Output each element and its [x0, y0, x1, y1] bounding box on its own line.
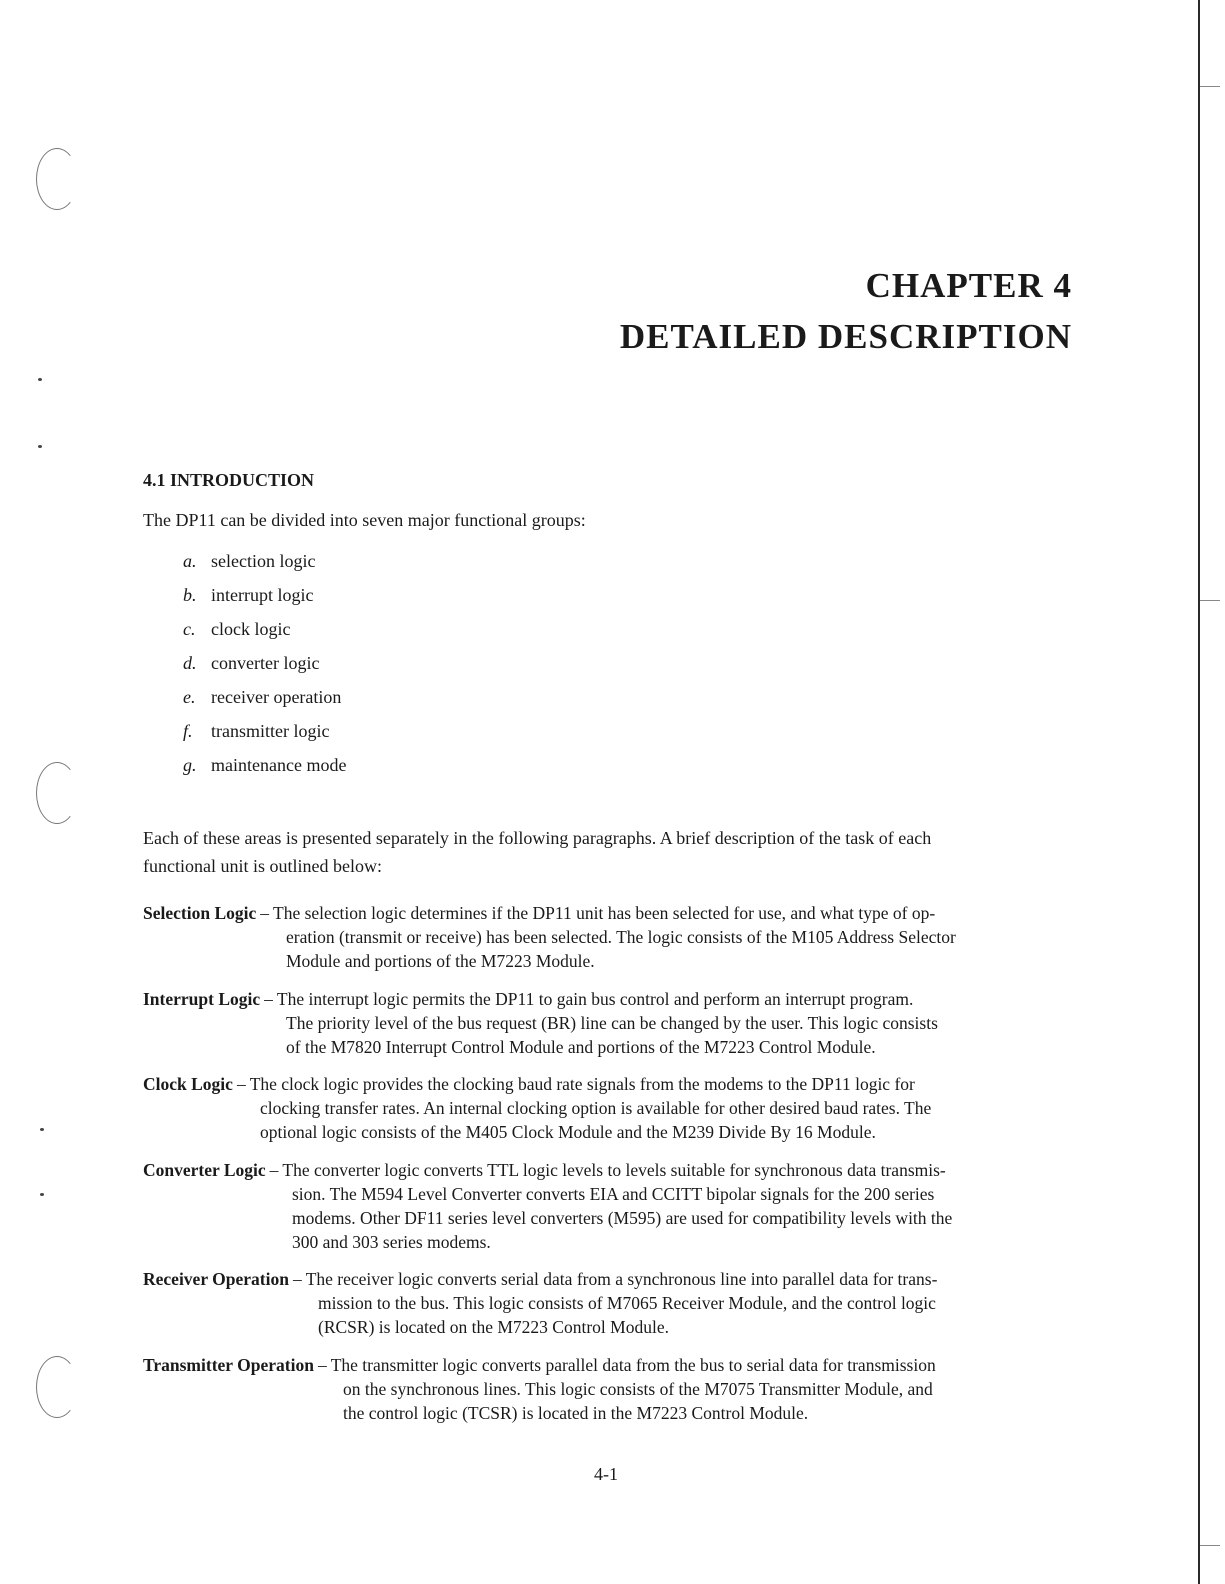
unit-text: clocking transfer rates. An internal clocking option is available for other desired baud rates. The: [260, 1098, 932, 1118]
unit-description: [143, 987, 1063, 1059]
list-marker: c.: [183, 619, 196, 639]
unit-term: Interrupt Logic: [143, 989, 261, 1009]
overview-line: functional unit is outlined below:: [143, 856, 382, 876]
chapter-number: CHAPTER 4: [865, 266, 1072, 305]
edge-tick: [1200, 600, 1220, 601]
unit-text: The clock logic provides the clocking baud rate signals from the modems to the DP11 logic for: [249, 1074, 915, 1094]
unit-text: The receiver logic converts serial data from a synchronous line into parallel data for trans-: [305, 1269, 938, 1289]
unit-description: [143, 1267, 1063, 1339]
list-item: [183, 650, 346, 684]
unit-text: on the synchronous lines. This logic consists of the M7075 Transmitter Module, and: [343, 1379, 933, 1399]
unit-text: The interrupt logic permits the DP11 to gain bus control and perform an interrupt program.: [276, 989, 914, 1009]
unit-term: Receiver Operation: [143, 1269, 289, 1289]
unit-term: Converter Logic: [143, 1160, 266, 1180]
unit-text: optional logic consists of the M405 Clock Module and the M239 Divide By 16 Module.: [260, 1122, 876, 1142]
overview-line: Each of these areas is presented separately in the following paragraphs. A brief description of the task of each: [143, 828, 932, 848]
intro-paragraph: The DP11 can be divided into seven major functional groups:: [143, 510, 586, 530]
unit-text: sion. The M594 Level Converter converts EIA and CCITT bipolar signals for the 200 series: [292, 1184, 935, 1204]
punch-hole-mark: [36, 1356, 78, 1418]
list-marker: f.: [183, 721, 193, 741]
list-marker: g.: [183, 755, 197, 775]
overview-paragraph: [143, 824, 1043, 880]
list-item-text: maintenance mode: [211, 755, 347, 775]
unit-description: [143, 901, 1063, 973]
list-marker: a.: [183, 551, 197, 571]
unit-description: [143, 1353, 1063, 1425]
unit-term: Clock Logic: [143, 1074, 233, 1094]
em-dash: –: [292, 1269, 302, 1289]
list-item: [183, 616, 346, 650]
unit-text: the control logic (TCSR) is located in the M7223 Control Module.: [343, 1403, 809, 1423]
scan-speck: [40, 1193, 44, 1196]
unit-description: [143, 1158, 1063, 1254]
page-edge-line: [1198, 0, 1200, 1584]
unit-text: Module and portions of the M7223 Module.: [286, 951, 595, 971]
chapter-title: DETAILED DESCRIPTION: [619, 317, 1072, 356]
unit-text: 300 and 303 series modems.: [292, 1232, 491, 1252]
list-item-text: interrupt logic: [211, 585, 314, 605]
list-item: [183, 582, 346, 616]
em-dash: –: [317, 1355, 327, 1375]
list-item: [183, 752, 346, 786]
unit-text: mission to the bus. This logic consists of M7065 Receiver Module, and the control logic: [318, 1293, 936, 1313]
em-dash: –: [260, 903, 269, 923]
list-item: [183, 718, 346, 752]
list-marker: b.: [183, 585, 197, 605]
em-dash: –: [236, 1074, 246, 1094]
section-heading: 4.1 INTRODUCTION: [143, 470, 315, 490]
unit-text: of the M7820 Interrupt Control Module and portions of the M7223 Control Module.: [286, 1037, 876, 1057]
edge-tick: [1200, 86, 1220, 87]
unit-text: (RCSR) is located on the M7223 Control Module.: [318, 1317, 669, 1337]
unit-term: Selection Logic: [143, 903, 257, 923]
list-item-text: converter logic: [211, 653, 320, 673]
punch-hole-mark: [36, 762, 78, 824]
scan-speck: [38, 445, 42, 448]
em-dash: –: [269, 1160, 279, 1180]
punch-hole-mark: [36, 148, 78, 210]
scan-speck: [38, 378, 42, 381]
list-item-text: receiver operation: [211, 687, 342, 707]
list-marker: d.: [183, 653, 197, 673]
functional-groups-list: [183, 548, 346, 786]
unit-description: [143, 1072, 1063, 1144]
page-number: 4-1: [594, 1464, 618, 1484]
unit-text: The converter logic converts TTL logic levels to levels suitable for synchronous data transmis-: [282, 1160, 946, 1180]
unit-text: The priority level of the bus request (BR) line can be changed by the user. This logic consists: [286, 1013, 938, 1033]
list-item: [183, 548, 346, 582]
unit-text: modems. Other DF11 series level converters (M595) are used for compatibility levels with the: [292, 1208, 953, 1228]
unit-text: The transmitter logic converts parallel data from the bus to serial data for transmission: [330, 1355, 936, 1375]
list-marker: e.: [183, 687, 196, 707]
unit-text: The selection logic determines if the DP11 unit has been selected for use, and what type of op-: [273, 903, 936, 923]
em-dash: –: [264, 989, 273, 1009]
list-item-text: selection logic: [211, 551, 316, 571]
list-item: [183, 684, 346, 718]
list-item-text: transmitter logic: [211, 721, 330, 741]
scan-speck: [40, 1128, 44, 1131]
unit-text: eration (transmit or receive) has been selected. The logic consists of the M105 Address Selector: [286, 927, 956, 947]
unit-term: Transmitter Operation: [143, 1355, 314, 1375]
list-item-text: clock logic: [211, 619, 291, 639]
edge-tick: [1200, 1545, 1220, 1546]
